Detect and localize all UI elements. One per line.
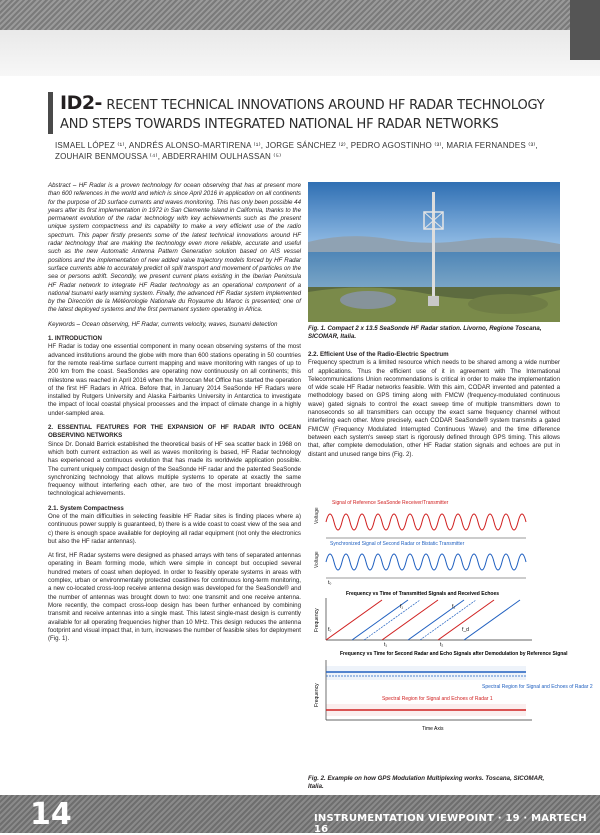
fig-label-t0: t₀: [328, 580, 332, 586]
fig-label-voltage: Voltage: [314, 507, 320, 524]
fig-label-region2: Spectral Region for Signal and Echoes of Radar 2: [482, 684, 593, 690]
fig-label-f2: f₂: [452, 604, 456, 610]
paper-title: RECENT TECHNICAL INNOVATIONS AROUND HF RADAR TECHNOLOGY AND STEPS TOWARDS INTEGRATED NATIONAL HF RADAR NETWORKS: [60, 98, 545, 132]
region-radar1: [326, 704, 526, 716]
fig-label-demod-title: Frequency vs Time for Second Radar and Echo Signals after Demodulation by Reference Signal: [340, 651, 568, 657]
fig-label-f0: f₀: [328, 627, 332, 633]
section-text: Since Dr. Donald Barrick established the theoretical basis of HF sea scatter back in 1968 on which both current extraction as well as waves monitoring is based, HF Radar technology has experienced a continuous evolution that has made its worldwide application possible. The current uniquely compact design of the SeaSonde HF radar and the patented SeaSonde synchronizing technology that allows multiple systems to operate at exactly the same frequency without interfering each other, are two of the most important breakthrough technological achievements.: [48, 440, 301, 498]
waveform-second: [326, 554, 526, 570]
header-band-light: [0, 30, 600, 76]
region-radar2: [326, 666, 526, 680]
right-column: [308, 346, 560, 465]
fig-label-t1: t₁: [384, 642, 388, 648]
fig-label-sig2: Synchronized Signal of Second Radar or Bistatic Transmitter: [330, 541, 465, 547]
abstract: Abstract – HF Radar is a proven technology for ocean observing that has at present more than 600 references in the world and which is since April 2016 in application on all continents for the purpose of 2D surface currents and waves monitoring. This has only been possible 44 years after its first implementation in 1972 in San Clemente Island in California, thanks to the permanent evolution of the radar technology with key achievements such as the present unique system compactness and its capability to make a very efficient use of the radio spectrum. This paper firstly presents some of the latest technical innovations around HF radar technology that are making the technology even more reliable, accurate and useful such as the new Automatic Antenna Pattern Generation solution based on AIS vessel positions and the implementation of new added value trajectory models forced by HF Radar surface currents able to accurately predict oil spill transport and movement of particles on the sea or persons adrift. Secondly, we present current plans existing in the Iberian Peninsula HF Radar network to integrate HF Radar technology as an operational component of a national tsunami early warning system. Finally, the advanced HF Radar system implemented by the Dirección de la Météorologie Nationale du Royaume du Maroc is presented; one of the latest deployed systems and the first permanent system operating in Africa.: [48, 182, 301, 314]
journal-footer: INSTRUMENTATION VIEWPOINT · 19 · MARTECH 16: [314, 813, 587, 835]
section-text: At first, HF Radar systems were designed as phased arrays with tens of separated antennas operating in Beam forming mode, which were simple in concept but occupied several hundred meters of coast when deployed. In order to feasibly operate systems in areas with complex, urban or environmentally protected coastlines for continuous long-term monitoring, a new co-located cross-loop receive antenna design was developed for the SeaSonde® and the number of antennas was brought down to two: one transmit and one receive antenna. More recently, the compact cross-loop design has been further enhanced by combining transmit and receive antennas into a single mast. This latest single-mast design is currently available for all operating frequencies higher than 10 MHz. This design reduces the antenna footprint and visual impact that, in turn, increases the number of feasible sites for deployment (Fig. 1).: [48, 552, 301, 643]
section-heading: 2.2. Efficient Use of the Radio-Electric Spectrum: [308, 351, 449, 358]
fig-label-time-axis: Time Axis: [422, 726, 444, 732]
fig-label-frequency-2: Frequency: [314, 683, 320, 707]
chirp-red-3: [438, 600, 494, 640]
fig-label-freq-title: Frequency vs Time of Transmitted Signals and Received Echoes: [346, 591, 500, 597]
chirp-red-1: [326, 600, 382, 640]
paper-title-block: [48, 92, 570, 134]
radar-station-photo: [308, 182, 560, 322]
fig-label-fd: f_d: [462, 627, 469, 633]
chirp-blue-2: [408, 600, 464, 640]
left-column: [48, 182, 301, 649]
section-text: HF Radar is today one essential component in many ocean observing systems of the most advanced institutions around the globe with more than 600 stations operating in 50 countries for the remote real-time surface current mapping and wave monitoring with ranges of up to 200 km from the coast. SeaSondes are operating now continuously on all continents; this milestone was reached in April 2016 when the Moroccan Met Office has started the operation of the first HF Radars in Africa. Before that, in January 2014 SeaSonde HF Radars were installed by Rutgers University and Alaska Fairbanks University in Antarctica to investigate the impact of local coastal physical processes and the impact of climate change in a highly under-sampled area.: [48, 343, 301, 417]
header-band: [0, 0, 600, 30]
chirp-red-2: [382, 600, 438, 640]
fig-label-t2: t₂: [440, 642, 444, 648]
figure-caption-2: Fig. 2. Example on how GPS Modulation Multiplexing works. Toscana, SICOMAR, Italia.: [308, 775, 545, 791]
corner-tab: [570, 0, 600, 60]
author-list: ISMAEL LÓPEZ ⁽¹⁾, ANDRÉS ALONSO-MARTIRENA ⁽¹⁾, JORGE SÁNCHEZ ⁽²⁾, PEDRO AGOSTINHO ⁽³⁾, MARIA FERNANDES ⁽³⁾, ZOUHAIR BENMOUSSA ⁽⁴⁾, ABDERRAHIM OULHASSAN ⁽⁵⁾: [55, 141, 538, 161]
gps-multiplexing-figure: [312, 498, 593, 770]
chirp-echo-1: [364, 600, 420, 640]
fig-label-f1: f₁: [400, 604, 404, 610]
fig-label-voltage-2: Voltage: [314, 551, 320, 568]
section-heading: 1. INTRODUCTION: [48, 335, 102, 343]
section-heading: 2.1. System Compactness: [48, 504, 124, 512]
page-number: 14: [30, 797, 72, 832]
chirp-echo-2: [420, 600, 476, 640]
paper-id: ID2-: [60, 92, 102, 114]
chirp-blue-3: [464, 600, 520, 640]
fig-label-frequency: Frequency: [314, 608, 320, 632]
figure-caption: Fig. 1. Compact 2 x 13.5 SeaSonde HF Radar station. Livorno, Regione Toscana, SICOMAR, Italia.: [308, 325, 542, 341]
section-text: One of the main difficulties in selecting feasible HF Radar sites is finding places where a) continuous power supply is guaranteed, b) there is a wide coast to coast view of the sea and c) there is enough space available for deploying all radar equipment (not only the electronics but also the HF radar antennas).: [48, 512, 301, 545]
fig-label-sig1: Signal of Reference SeaSonde Receiver/Transmitter: [332, 500, 449, 506]
section-text: Frequency spectrum is a limited resource which needs to be shared among a wide number of applications. Thus the efficient use of it in agreement with The International Telecommunications Union recommendations is critical in order to make the implementation of wide scale HF Radar networks feasible. With this aim, CODAR invented and patented a methodology based on GPS timing along with FMCW (frequency-modulated continuous wave) gated signals to control the exact sweep time of multiple transmitters down to nanoseconds so all transmitters can occupy the exact same frequency channel without interfering each other. More precisely, each CODAR SeaSonde® system transmits a gated FMICW (Frequency Modulated Interrupted Continuous Wave) and the time difference between each system's sweep start is rigorously defined through GPS timing. This allows that, after complete demodulation, other HF Radar station signals and echoes are put in distant and unused range bins (Fig. 2).: [308, 359, 560, 458]
keywords: Keywords – Ocean observing, HF Radar, currents velocity, waves, tsunami detection: [48, 320, 278, 328]
waveform-reference: [326, 514, 526, 530]
section-heading: 2. ESSENTIAL FEATURES FOR THE EXPANSION OF HF RADAR INTO OCEAN OBSERVING NETWORKS: [48, 424, 301, 440]
fig-label-region1: Spectral Region for Signal and Echoes of Radar 1: [382, 696, 493, 702]
